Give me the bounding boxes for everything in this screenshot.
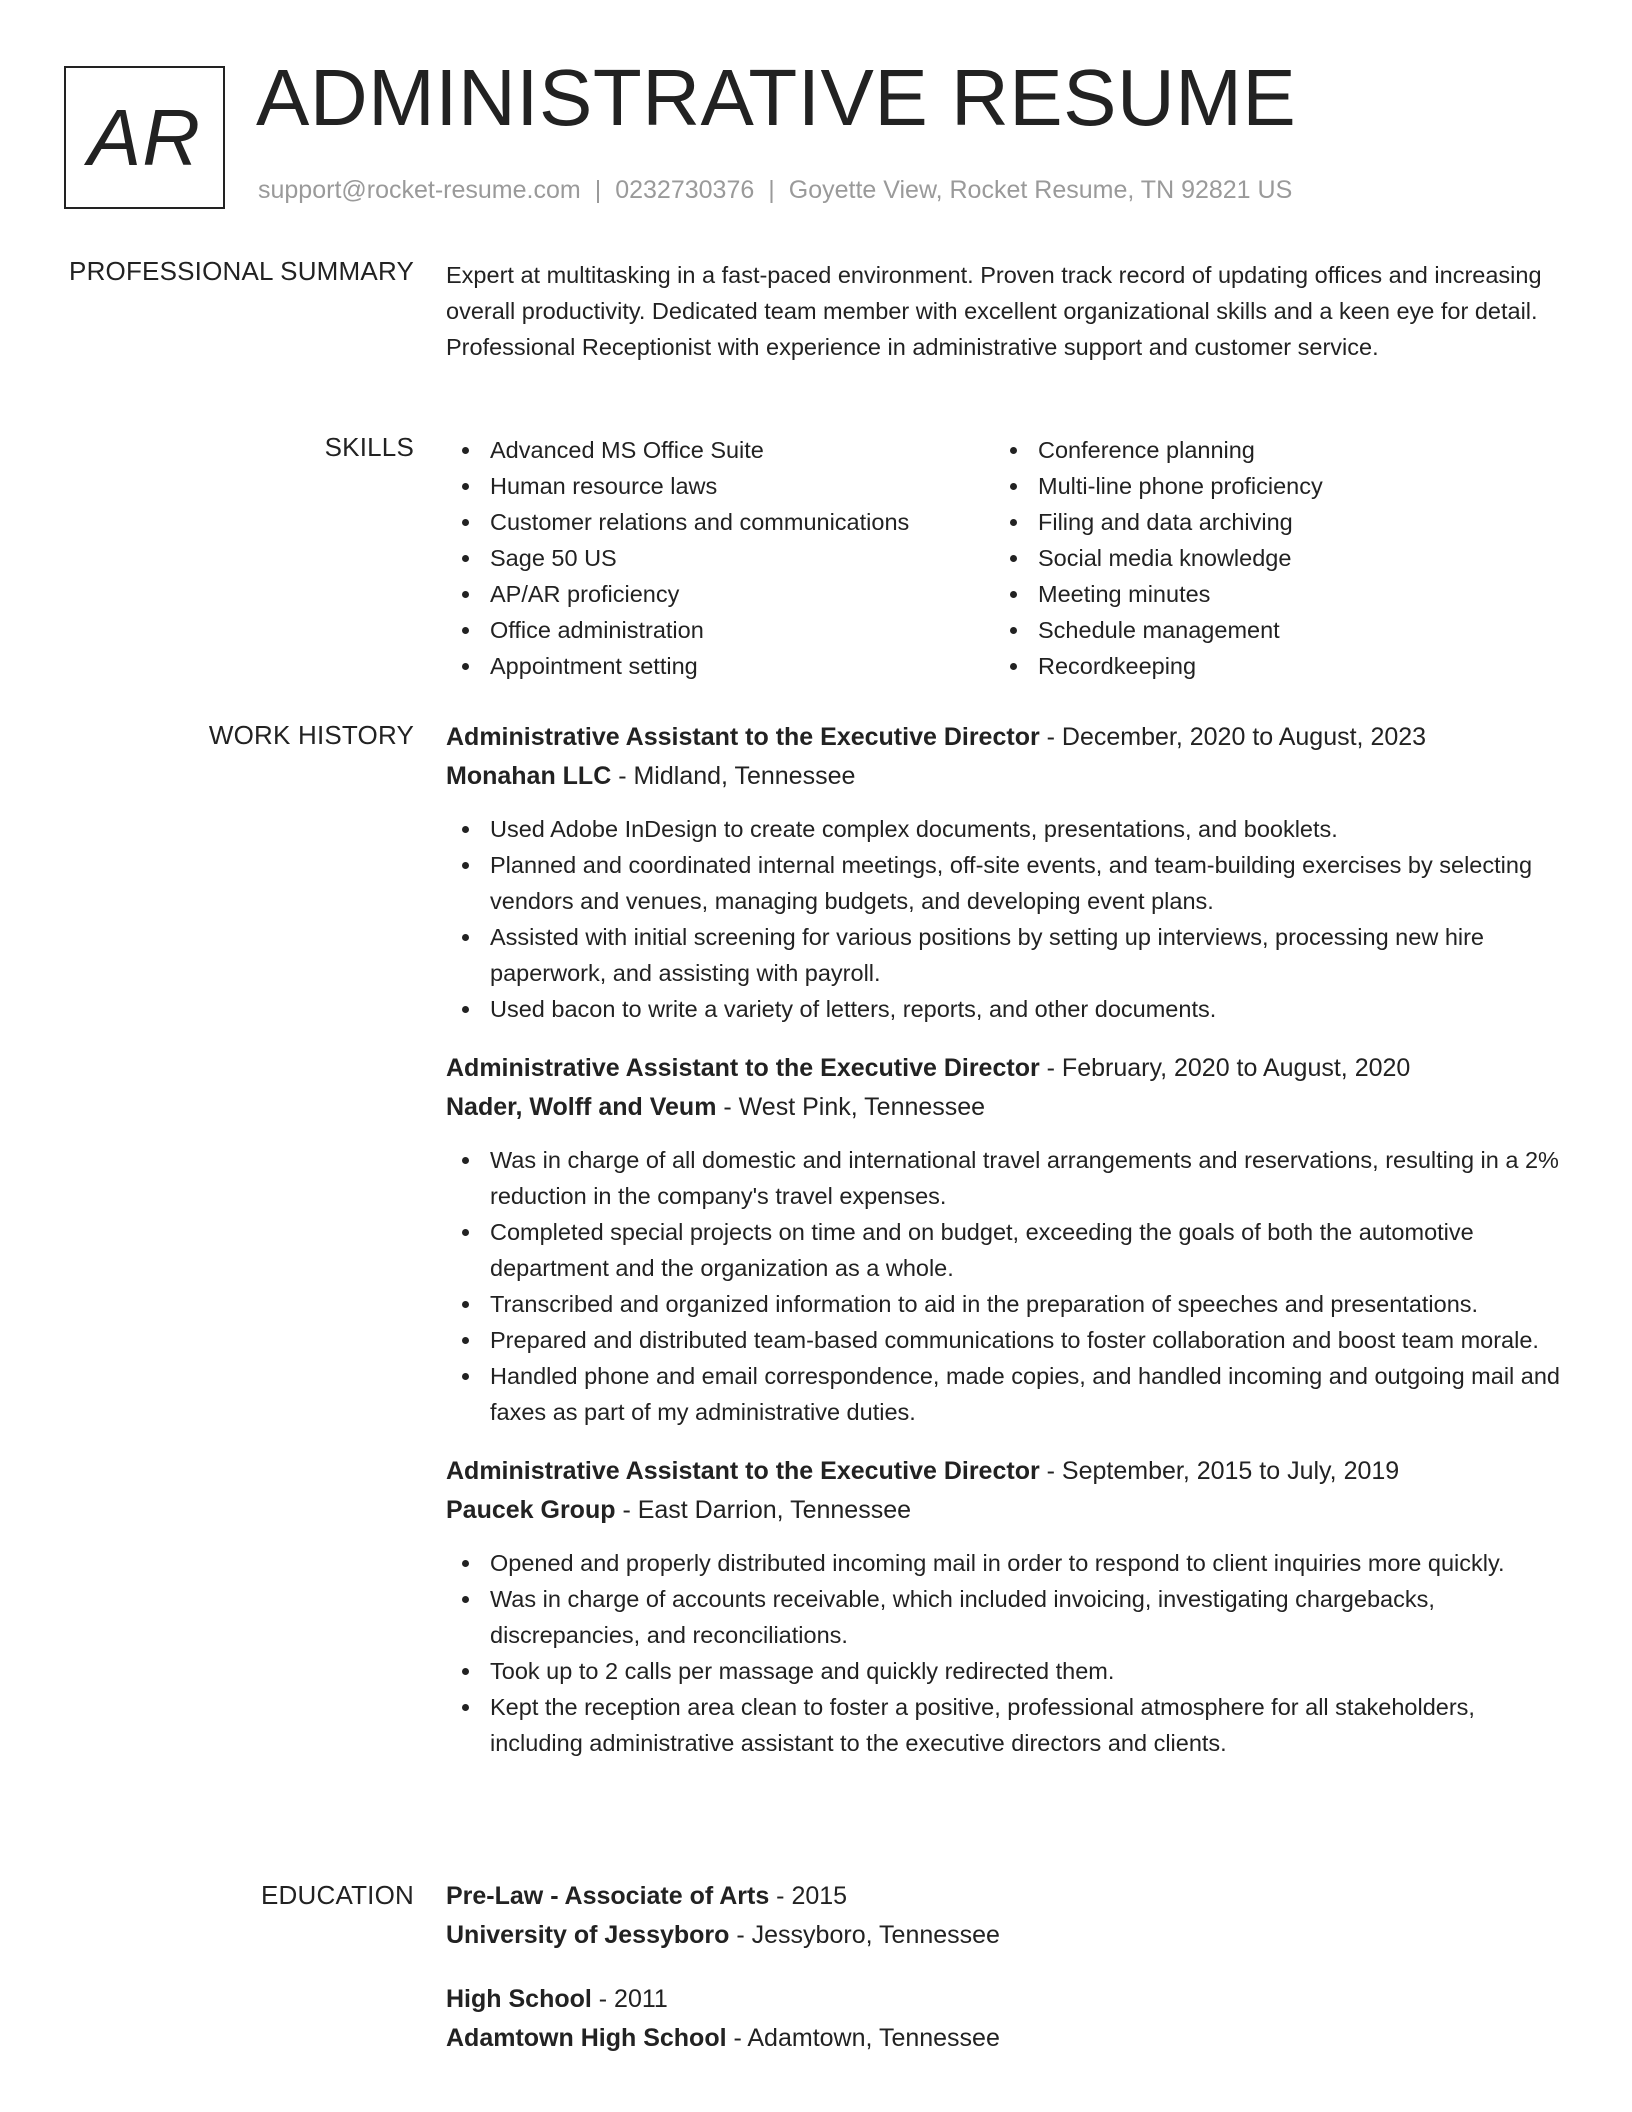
list-item: Recordkeeping <box>994 648 1542 684</box>
job-company: Nader, Wolff and Veum <box>446 1093 717 1121</box>
list-item: Was in charge of accounts receivable, which included invoicing, investigating chargebacks, discrepancies, and reconciliations. <box>446 1581 1562 1653</box>
degree-year: - 2015 <box>769 1882 848 1910</box>
job-entry <box>446 1049 1562 1430</box>
list-item: Transcribed and organized information to aid in the preparation of speeches and presentations. <box>446 1286 1562 1322</box>
job-location: - East Darrion, Tennessee <box>615 1496 912 1524</box>
job-location: - West Pink, Tennessee <box>716 1093 986 1121</box>
school: University of Jessyboro <box>446 1921 730 1949</box>
skills-list-right <box>994 432 1542 684</box>
job-company: Monahan LLC <box>446 762 612 790</box>
job-duties-list <box>446 1545 1562 1761</box>
degree-year: - 2011 <box>591 1985 668 2013</box>
job-company-line <box>446 1491 1562 1530</box>
summary-text: Expert at multitasking in a fast-paced environment. Proven track record of updating offices and increasing overall productivity. Dedicated team member with excellent organizational skills and a keen eye for detail. Professional Receptionist with experience in administrative support and customer service. <box>446 262 1542 360</box>
job-company: Paucek Group <box>446 1496 616 1524</box>
list-item: Meeting minutes <box>994 576 1542 612</box>
list-item: Kept the reception area clean to foster a positive, professional atmosphere for all stakeholders, including administrative assistant to the executive directors and clients. <box>446 1689 1562 1761</box>
job-title: Administrative Assistant to the Executive Director <box>446 1054 1040 1082</box>
job-title-line <box>446 1452 1562 1491</box>
job-duties-list <box>446 811 1562 1027</box>
contact-separator: | <box>768 176 775 204</box>
contact-separator: | <box>594 176 602 204</box>
school-line <box>446 1916 1562 1955</box>
list-item: Assisted with initial screening for various positions by setting up interviews, processing new hire paperwork, and assisting with payroll. <box>446 919 1562 991</box>
list-item: Handled phone and email correspondence, made copies, and handled incoming and outgoing mail and faxes as part of my administrative duties. <box>446 1358 1562 1430</box>
list-item: Used bacon to write a variety of letters, reports, and other documents. <box>446 991 1562 1027</box>
school-line <box>446 2019 1562 2058</box>
list-item: Used Adobe InDesign to create complex documents, presentations, and booklets. <box>446 811 1562 847</box>
list-item: Appointment setting <box>446 648 994 684</box>
section-heading: WORK HISTORY <box>208 720 414 750</box>
job-title: Administrative Assistant to the Executive Director <box>446 723 1040 751</box>
job-entry <box>446 1452 1562 1761</box>
list-item: Filing and data archiving <box>994 504 1542 540</box>
school: Adamtown High School <box>446 2024 727 2052</box>
list-item: Was in charge of all domestic and international travel arrangements and reservations, resulting in a 2% reduction in the company's travel expenses. <box>446 1142 1562 1214</box>
contact-line <box>258 176 1292 205</box>
job-title: Administrative Assistant to the Executive Director <box>446 1457 1040 1485</box>
list-item: Advanced MS Office Suite <box>446 432 994 468</box>
list-item: Social media knowledge <box>994 540 1542 576</box>
degree: High School <box>446 1985 592 2013</box>
contact-phone[interactable]: 0232730376 <box>615 176 755 204</box>
list-item: Schedule management <box>994 612 1542 648</box>
list-item: Prepared and distributed team-based communications to foster collaboration and boost team morale. <box>446 1322 1562 1358</box>
skills-list-left <box>446 432 994 684</box>
job-dates: - September, 2015 to July, 2019 <box>1039 1457 1400 1485</box>
list-item: Completed special projects on time and on budget, exceeding the goals of both the automotive department and the organization as a whole. <box>446 1214 1562 1286</box>
list-item: Human resource laws <box>446 468 994 504</box>
job-title-line <box>446 1049 1562 1088</box>
job-dates: - December, 2020 to August, 2023 <box>1039 723 1427 751</box>
list-item: Multi-line phone proficiency <box>994 468 1542 504</box>
section-heading: EDUCATION <box>261 1880 414 1910</box>
degree: Pre-Law - Associate of Arts <box>446 1882 770 1910</box>
job-company-line <box>446 1088 1562 1127</box>
list-item: Office administration <box>446 612 994 648</box>
list-item: Sage 50 US <box>446 540 994 576</box>
contact-email[interactable]: support@rocket-resume.com <box>258 176 581 204</box>
list-item: Conference planning <box>994 432 1542 468</box>
school-location: - Jessyboro, Tennessee <box>729 1921 1000 1949</box>
list-item: Planned and coordinated internal meetings, off-site events, and team-building exercises by selecting vendors and venues, managing budgets, and developing event plans. <box>446 847 1562 919</box>
job-company-line <box>446 757 1562 796</box>
list-item: AP/AR proficiency <box>446 576 994 612</box>
education-entry <box>446 1980 1562 2058</box>
education-entry <box>446 1877 1562 1955</box>
list-item: Customer relations and communications <box>446 504 994 540</box>
job-entry <box>446 718 1562 1027</box>
job-dates: - February, 2020 to August, 2020 <box>1039 1054 1411 1082</box>
job-duties-list <box>446 1142 1562 1430</box>
list-item: Took up to 2 calls per massage and quickly redirected them. <box>446 1653 1562 1689</box>
monogram-logo: AR <box>64 66 225 209</box>
degree-line <box>446 1980 1562 2019</box>
resume-title: ADMINISTRATIVE RESUME <box>256 53 1297 142</box>
job-title-line <box>446 718 1562 757</box>
section-heading: PROFESSIONAL SUMMARY <box>69 256 414 286</box>
degree-line <box>446 1877 1562 1916</box>
section-heading: SKILLS <box>324 432 414 462</box>
list-item: Opened and properly distributed incoming mail in order to respond to client inquiries more quickly. <box>446 1545 1562 1581</box>
contact-address: Goyette View, Rocket Resume, TN 92821 US <box>788 176 1293 204</box>
job-location: - Midland, Tennessee <box>611 762 856 790</box>
school-location: - Adamtown, Tennessee <box>726 2024 1000 2052</box>
